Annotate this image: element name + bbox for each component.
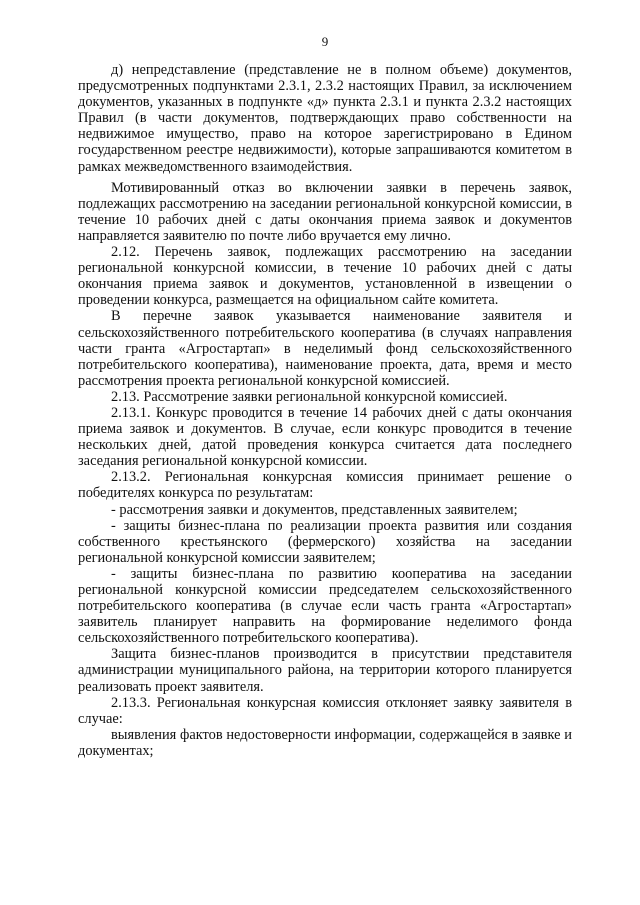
paragraph-motivated-refusal: Мотивированный отказ во включении заявки в перечень заявок, подлежащих рассмотрению на заседании региональной конкурсной комиссии, в течение 10 рабочих дней с даты окончания приема заявок и документов направляется заявителю по почте либо вручается ему лично. [78,179,572,244]
paragraph-2-12: 2.12. Перечень заявок, подлежащих рассмотрению на заседании региональной конкурсной комиссии, в течение 10 рабочих дней с даты окончания приема заявок и документов, установленной в извещении о проведении конкурса, размещается на официальном сайте комитета. [78,244,572,309]
list-item-cooperative-business-plan: - защиты бизнес-плана по развитию кооператива на заседании региональной конкурсной комиссии председателем сельскохозяйственного потребительского кооператива (в случае если часть гранта «Агростартап» заявитель планирует направить на формирование неделимого фонда сельскохозяйственного потребительского кооператива). [78,565,572,647]
paragraph-2-13-2: 2.13.2. Региональная конкурсная комиссия принимает решение о победителях конкурса по результатам: [78,469,572,502]
paragraph-2-13-3: 2.13.3. Региональная конкурсная комиссия отклоняет заявку заявителя в случае: [78,694,572,727]
paragraph-2-13: 2.13. Рассмотрение заявки региональной конкурсной комиссией. [111,388,508,405]
list-item-farm-business-plan: - защиты бизнес-плана по реализации проекта развития или создания собственного крестьянского (фермерского) хозяйства на заседании региональной конкурсной комиссии заявителем; [78,517,572,566]
paragraph-2-13-1: 2.13.1. Конкурс проводится в течение 14 рабочих дней с даты окончания приема заявок и документов. В случае, если конкурс проводится в течение нескольких дней, датой проведения конкурса считается дата последнего заседания региональной конкурсной комиссии. [78,404,572,470]
paragraph-false-information: выявления фактов недостоверности информации, содержащейся в заявке и документах; [78,726,572,759]
list-item-review: - рассмотрения заявки и документов, представленных заявителем; [111,501,518,518]
paragraph-list-contents: В перечне заявок указывается наименование заявителя и сельскохозяйственного потребительского кооператива (в случаях направления части гранта «Агростартап» в неделимый фонд сельскохозяйственного потребительского кооператива), наименование проекта, дата, время и место рассмотрения проекта региональной конкурсной комиссией. [78,308,572,389]
paragraph-defense-presence: Защита бизнес-планов производится в присутствии представителя администрации муниципального района, на территории которого планируется реализовать проект заявителя. [78,646,572,695]
document-body [78,62,572,759]
paragraph-rejection-reason-d: д) непредставление (представление не в полном объеме) документов, предусмотренных подпунктами 2.3.1, 2.3.2 настоящих Правил, за исключением документов, указанных в подпункте «д» пункта 2.3.1 и пункта 2.3.2 настоящих Правил (в части документов, подтверждающих право собственности на недвижимое имущество, право на которое зарегистрировано в Едином государственном реестре недвижимости), которые запрашиваются комитетом в рамках межведомственного взаимодействия. [78,62,572,175]
page-number: 9 [321,34,329,49]
